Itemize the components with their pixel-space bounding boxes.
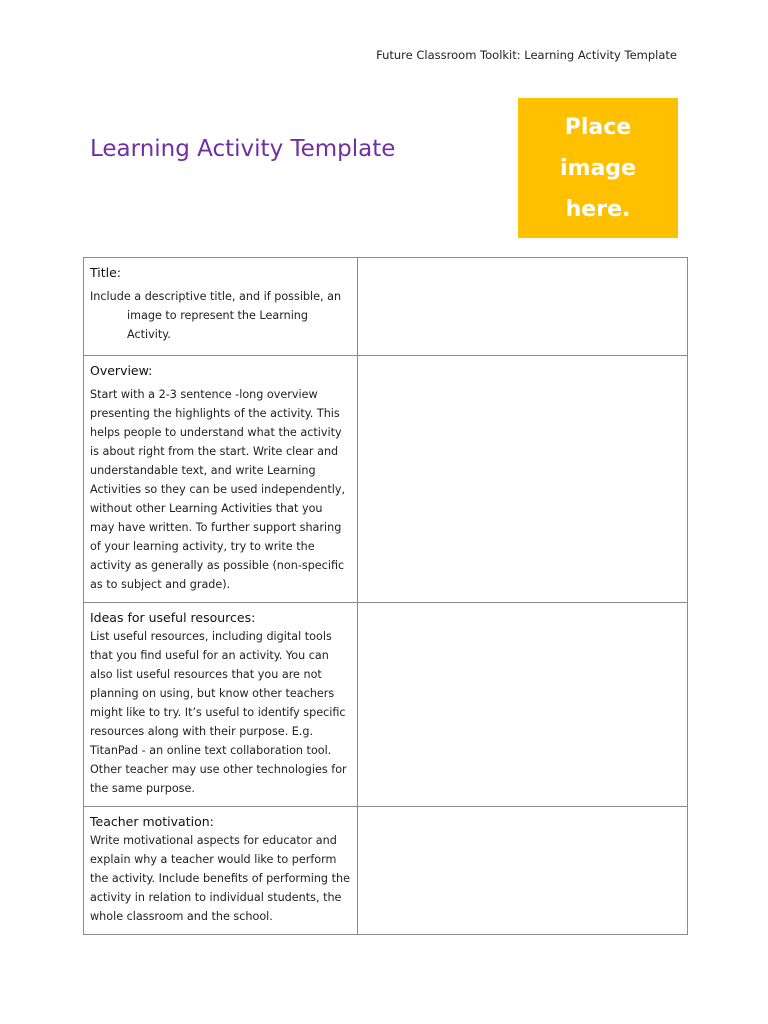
image-placeholder-line-1: Place	[564, 114, 632, 140]
resources-description: List useful resources, including digital tools that you find useful for an activity. You can also list useful resources that you are not planning on using, but know other teachers might like to try. It’s useful to identify specific resources along with their purpose. E.g. TitanPad - an online text collaboration tool. Other teacher may use other technologies for the same purpose.	[90, 630, 347, 795]
document-title: Learning Activity Template	[90, 136, 396, 162]
table-row-overview	[84, 356, 688, 603]
motivation-description: Write motivational aspects for educator and explain why a teacher would like to perform the activity. Include benefits of performing the activity in relation to individual students, the whole classroom and the school.	[90, 834, 350, 923]
motivation-heading: Teacher motivation:	[90, 814, 214, 829]
resources-value	[358, 603, 687, 617]
title-value-cell[interactable]	[358, 258, 688, 356]
title-description: Include a descriptive title, and if possible, an image to represent the Learning Activity.	[90, 290, 342, 341]
title-heading: Title:	[90, 265, 121, 280]
overview-value-cell[interactable]	[358, 356, 688, 603]
table-row-resources	[84, 603, 688, 807]
table-row-title	[84, 258, 688, 356]
running-header: Future Classroom Toolkit: Learning Activity Template	[376, 48, 677, 62]
title-value	[358, 258, 687, 272]
title-label-cell	[84, 258, 358, 356]
resources-label-cell	[84, 603, 358, 807]
motivation-label-cell	[84, 807, 358, 935]
resources-value-cell[interactable]	[358, 603, 688, 807]
image-placeholder-line-2: image	[560, 155, 636, 181]
image-placeholder[interactable]	[518, 98, 678, 238]
table-row-motivation	[84, 807, 688, 935]
overview-label-cell	[84, 356, 358, 603]
image-placeholder-line-3: here.	[565, 196, 631, 222]
resources-heading: Ideas for useful resources:	[90, 610, 256, 625]
overview-value	[358, 356, 687, 370]
motivation-value	[358, 807, 687, 821]
motivation-value-cell[interactable]	[358, 807, 688, 935]
overview-heading: Overview:	[90, 363, 153, 378]
overview-description: Start with a 2-3 sentence -long overview presenting the highlights of the activity. This helps people to understand what the activity is about right from the start. Write clear and understandable text, and write Learning Activities so they can be used independently, without other Learning Activities that you may have written. To further support sharing of your learning activity, try to write the activity as generally as possible (non-specific as to subject and grade).	[90, 388, 346, 591]
activity-table	[83, 257, 688, 935]
